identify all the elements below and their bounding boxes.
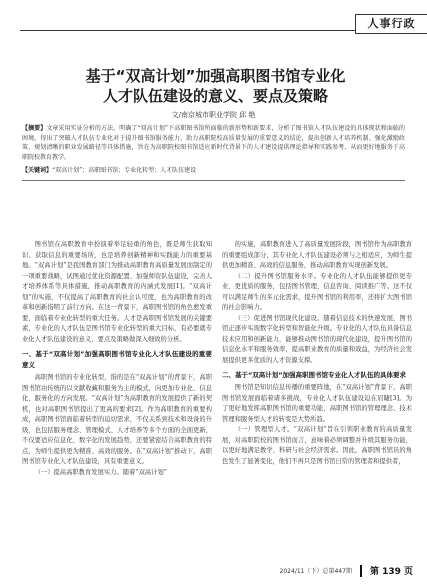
page-number: 第 139 页	[369, 567, 413, 577]
issue-info: 2024/11（下）总第447期	[279, 568, 352, 575]
author-line: 文/南京城市职业学院 邱 艳	[171, 111, 256, 119]
section-tag: 人事行政	[355, 14, 427, 34]
title-line-2: 人才队伍建设的意义、要点及策略	[102, 87, 328, 105]
subsection-3: （三）促进图书馆现代化建设。随着信息技术的快速发展，图书馆正逐步实现数字化转型和智能化升级。专业化的人才队伍具备信息技术应用和创新能力，能够推动图书馆的现代化建设，提升图书馆的信息化水平和服务效率，提高职业教育的质量和效益，为经济社会发展提供更多优质的人才资源支撑。	[222, 314, 412, 364]
abstract-label: 【摘要】	[22, 125, 47, 132]
right-column	[222, 240, 412, 467]
left-column	[22, 240, 212, 478]
paragraph: 图书馆在高职教育中扮演着举足轻重的角色，既是师生获取知识、获取信息的重要场所，也是培养创新精神和实践能力的重要基地。“双高计划”是我国教育部门为推动高职教育高质量发展而制定的一项重要战略，试图通过优化资源配置、加强师资队伍建设，完善人才培养体系等具体措施，推动高职教育的内涵式发展[1]。“双高计划”的实施，不仅提高了高职教育的社会认可度，也为高职教育的改革和创新指明了前行方向。在这一背景下，高职图书馆的角色愈发重要，面临着专业化转型的重大任务。人才是高职图书馆发展的关键要素，专业化的人才队伍是图书馆专业化转型的重大目标，有必要就专业化人才队伍建设的意义、要点及策略做深入细致的分析。	[22, 241, 212, 343]
subsection-2: （二）提升图书馆服务水平。专业化的人才队伍能够提供更专业、更优质的服务，包括图书管理、信息咨询、阅读推广等。这不仅可以满足师生的多元化需求，提升图书馆的利用率，还将扩大图书馆的社会影响力。	[222, 272, 412, 311]
keywords-text: “双高计划”；高职图书馆；专业化转型；人才队伍建设	[52, 167, 197, 174]
keywords	[22, 166, 405, 175]
article-title	[22, 66, 409, 106]
page-footer	[280, 564, 413, 577]
abstract	[22, 124, 405, 162]
abstract-divider	[22, 180, 405, 181]
title-line-1: 基于“双高计划”加强高职图书馆专业化	[85, 67, 346, 85]
subsection-4: （一）管理型人才。“双高计划”旨在引领职业教育的高质量发展，对高职院校的图书馆而言，意味着必须调整并升级其服务功能，以更好地满足教学、科研与社会经济需求。因此，高职图书馆员的角色发生了显著变化，他们不再只是图书馆日常的管理者和提供者，	[222, 426, 412, 465]
abstract-text: 文章采用实证分析的方法，明确了“双高计划”下高职图书馆所面临的新形势和新要求，分析了图书馆人才队伍建设的具体现状和面临的困境，得出了突破人才队伍专业化对于提升图书馆服务能力、助力高职院校高质量发展的重要意义的结论，提出创新人才培养机制、强化激励政策、规划清晰的职业发展路径等具体措施，旨在为高职院校图书馆适应新时代背景下的人才建设提供理论指导和实践参考，从而更好地服务于高职院校教育教学。	[22, 125, 405, 161]
keywords-label: 【关键词】	[22, 167, 53, 174]
section-heading-1: 一、基于“双高计划”加强高职图书馆专业化人才队伍建设的重要意义	[22, 350, 212, 369]
paragraph: 高职图书馆的专业化转型，指的是在“双高计划”的背景下，高职图书馆由传统的以文献收藏和服务为主的模式，向更加专业化、信息化、服务化的方向发展。“双高计划”为高职教育的发展提供了新的契机，也对高职图书馆提出了更高的要求[2]。作为高职教育的重要构成，高职图书馆面临着转型的迫切需求，不仅关系到技术和设备的升级，也包括服务理念、管理模式、人才培养等多个方面的全面更新，不仅要适应信息化、数字化的发展趋势，还要紧密结合高职教育的特点，为师生提供更为精准、高效的服务。在“双高计划”推动下，高职图书馆专业化人才队伍建设，具有重要意义。	[22, 374, 212, 465]
section-heading-2: 二、基于“双高计划”加强高职图书馆专业化人才队伍的具体要求	[222, 371, 407, 379]
paragraph: 的实施，高职教育进入了高质量发展阶段，图书馆作为高职教育的重要组成部分，其专业化人才队伍建设必须与之相适应，为师生提供更加精准、高效的信息服务，推动高职教育实现创新发展。	[222, 241, 412, 269]
paragraph: 图书馆是知识信息传播的重要阵地，在“双高计划”背景下，高职图书馆发展面临着诸多挑战，专业化人才队伍建设迫在眉睫[3]。为了更好地发挥高职图书馆的重要功能，高职图书馆的管理理念、技术管理和服务型人才的转变是大势所趋。	[222, 384, 412, 423]
footer-bar	[360, 565, 362, 577]
subsection-1: （一）提高高职教育发展实力。随着“双高计划”	[34, 468, 167, 476]
